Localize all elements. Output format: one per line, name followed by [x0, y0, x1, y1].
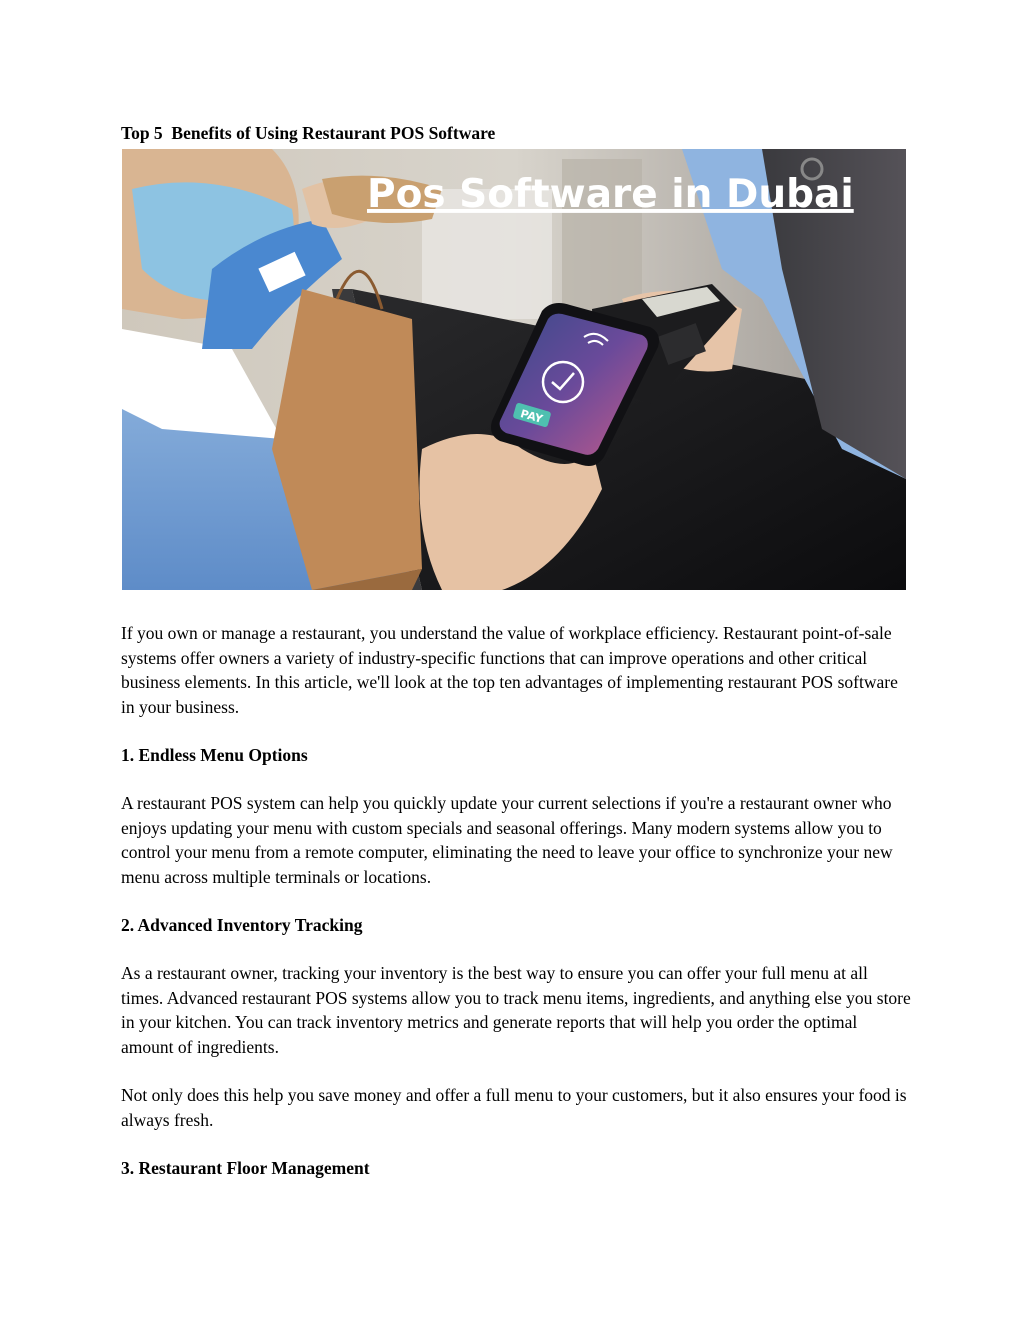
- section-paragraph: As a restaurant owner, tracking your inventory is the best way to ensure you can offer your full menu at all times. Advanced restaurant POS systems allow you to track menu items, ingredients, and anything else you store in your kitchen. You can track inventory metrics and generate reports that will help you order the optimal amount of ingredients.: [121, 963, 911, 1057]
- section-heading: 3. Restaurant Floor Management: [121, 1158, 370, 1178]
- section-heading: 1. Endless Menu Options: [121, 745, 308, 765]
- hero-image: [122, 149, 906, 590]
- section-paragraph: A restaurant POS system can help you quickly update your current selections if you're a restaurant owner who enjoys updating your menu with custom specials and seasonal offerings. Many modern systems allow you to control your menu from a remote computer, eliminating the need to leave your office to synchronize your new menu across multiple terminals or locations.: [121, 793, 893, 887]
- intro-paragraph: If you own or manage a restaurant, you understand the value of workplace efficiency. Restaurant point-of-sale systems offer owners a variety of industry-specific functions that can improve operations and other critical business elements. In this article, we'll look at the top ten advantages of implementing restaurant POS software in your business.: [121, 623, 898, 717]
- section-paragraph: Not only does this help you save money and offer a full menu to your customers, but it also ensures your food is always fresh.: [121, 1085, 907, 1130]
- hero-caption: Pos Software in Dubai: [367, 172, 854, 217]
- pay-button-label: PAY: [518, 407, 545, 426]
- document-title: Top 5 Benefits of Using Restaurant POS Software: [121, 123, 496, 143]
- section-heading: 2. Advanced Inventory Tracking: [121, 915, 363, 935]
